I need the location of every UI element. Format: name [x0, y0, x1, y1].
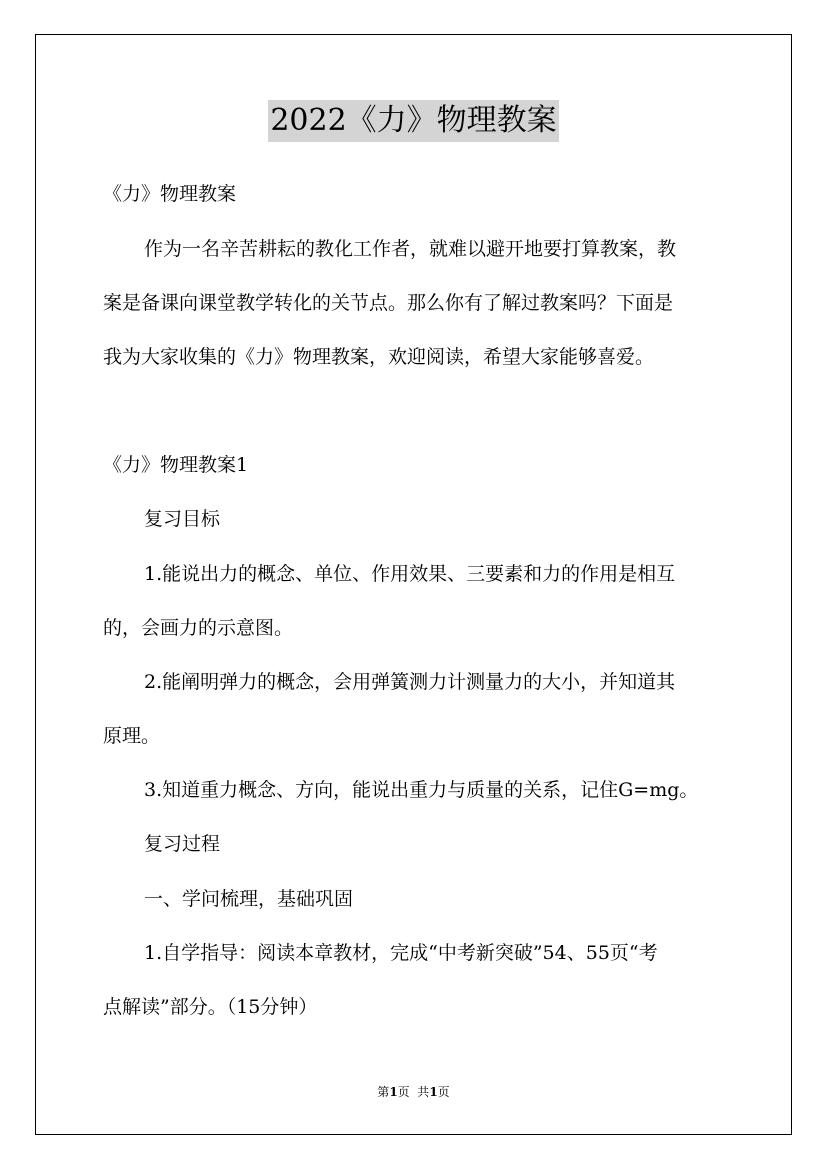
- footer-middle: 页 共: [397, 1085, 430, 1099]
- footer-total-pages: 1: [429, 1085, 438, 1099]
- paragraph-line: 我为大家收集的《力》物理教案，欢迎阅读，希望大家能够喜爱。: [103, 346, 655, 368]
- paragraph-line: 1.自学指导：阅读本章教材，完成“中考新突破”54、55页“考: [144, 942, 658, 964]
- paragraph-line: 作为一名辛苦耕耘的教化工作者，就难以避开地要打算教案，教: [144, 238, 677, 260]
- paragraph-line: 的，会画力的示意图。: [103, 617, 294, 639]
- paragraph-line: 案是备课向课堂教学转化的关节点。那么你有了解过教案吗？下面是: [103, 292, 674, 314]
- footer-suffix: 页: [437, 1085, 450, 1099]
- footer-current-page: 1: [389, 1085, 398, 1099]
- title-container: [0, 100, 827, 142]
- paragraph-line: 3.知道重力概念、方向，能说出重力与质量的关系，记住G=mg。: [144, 779, 699, 801]
- paragraph-line: 点解读”部分。（15分钟）: [103, 996, 318, 1018]
- paragraph-line: 复习过程: [144, 833, 221, 855]
- footer-prefix: 第: [377, 1085, 390, 1099]
- paragraph-line: 原理。: [103, 725, 161, 747]
- paragraph-line: 1.能说出力的概念、单位、作用效果、三要素和力的作用是相互: [144, 563, 676, 585]
- page-footer: [0, 1083, 827, 1101]
- section-heading: 《力》物理教案1: [103, 454, 249, 476]
- document-title: 2022《力》物理教案: [268, 100, 558, 142]
- paragraph-line: 复习目标: [144, 508, 221, 530]
- section-heading: 《力》物理教案: [103, 183, 237, 205]
- paragraph-line: 一、学问梳理，基础巩固: [144, 888, 354, 910]
- paragraph-line: 2.能阐明弹力的概念，会用弹簧测力计测量力的大小，并知道其: [144, 671, 676, 693]
